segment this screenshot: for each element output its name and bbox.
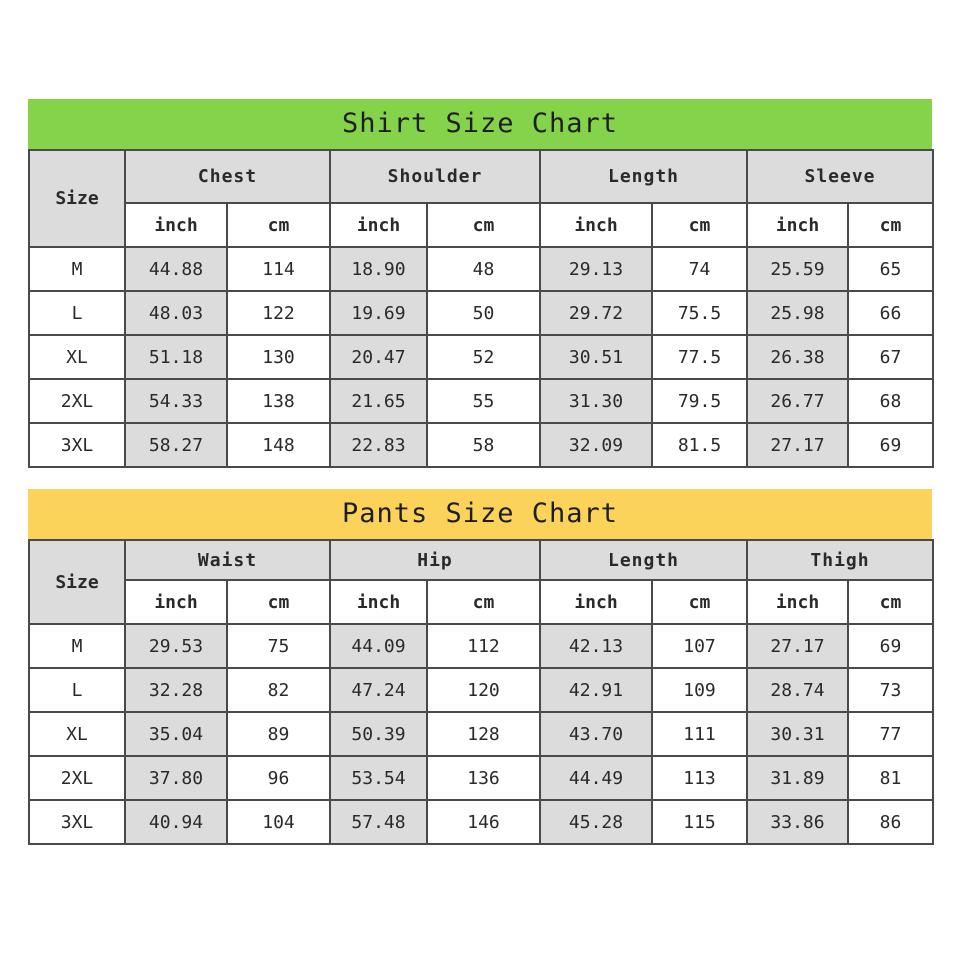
value-cell: 25.98	[747, 291, 848, 335]
value-cell: 26.38	[747, 335, 848, 379]
size-cell: XL	[29, 712, 125, 756]
value-cell: 50.39	[330, 712, 427, 756]
value-cell: 138	[227, 379, 330, 423]
unit-header: cm	[848, 580, 933, 624]
value-cell: 136	[427, 756, 540, 800]
value-cell: 54.33	[125, 379, 227, 423]
table-row	[29, 379, 933, 423]
value-cell: 86	[848, 800, 933, 844]
value-cell: 130	[227, 335, 330, 379]
table-row	[29, 247, 933, 291]
value-cell: 68	[848, 379, 933, 423]
value-cell: 44.49	[540, 756, 652, 800]
value-cell: 96	[227, 756, 330, 800]
value-cell: 115	[652, 800, 747, 844]
value-cell: 28.74	[747, 668, 848, 712]
value-cell: 30.51	[540, 335, 652, 379]
unit-header: inch	[540, 203, 652, 247]
group-header-chest: Chest	[125, 150, 330, 203]
value-cell: 113	[652, 756, 747, 800]
value-cell: 48	[427, 247, 540, 291]
table-row	[29, 668, 933, 712]
value-cell: 57.48	[330, 800, 427, 844]
unit-header: cm	[227, 203, 330, 247]
value-cell: 31.89	[747, 756, 848, 800]
pants-chart-title: Pants Size Chart	[28, 489, 932, 539]
value-cell: 26.77	[747, 379, 848, 423]
value-cell: 27.17	[747, 624, 848, 668]
value-cell: 75	[227, 624, 330, 668]
unit-header: inch	[330, 580, 427, 624]
value-cell: 47.24	[330, 668, 427, 712]
value-cell: 58.27	[125, 423, 227, 467]
value-cell: 27.17	[747, 423, 848, 467]
shirt-chart-title: Shirt Size Chart	[28, 99, 932, 149]
value-cell: 33.86	[747, 800, 848, 844]
table-row	[29, 712, 933, 756]
value-cell: 30.31	[747, 712, 848, 756]
value-cell: 40.94	[125, 800, 227, 844]
value-cell: 32.09	[540, 423, 652, 467]
value-cell: 69	[848, 423, 933, 467]
value-cell: 67	[848, 335, 933, 379]
table-row	[29, 335, 933, 379]
value-cell: 81	[848, 756, 933, 800]
value-cell: 55	[427, 379, 540, 423]
unit-header: inch	[125, 203, 227, 247]
unit-header: cm	[652, 580, 747, 624]
value-cell: 58	[427, 423, 540, 467]
value-cell: 120	[427, 668, 540, 712]
shirt-size-chart	[28, 99, 932, 468]
value-cell: 19.69	[330, 291, 427, 335]
value-cell: 43.70	[540, 712, 652, 756]
value-cell: 53.54	[330, 756, 427, 800]
unit-header: inch	[330, 203, 427, 247]
value-cell: 77	[848, 712, 933, 756]
value-cell: 45.28	[540, 800, 652, 844]
value-cell: 122	[227, 291, 330, 335]
shirt-size-table	[28, 149, 934, 468]
group-header-sleeve: Sleeve	[747, 150, 933, 203]
value-cell: 114	[227, 247, 330, 291]
value-cell: 20.47	[330, 335, 427, 379]
size-cell: L	[29, 668, 125, 712]
value-cell: 146	[427, 800, 540, 844]
value-cell: 148	[227, 423, 330, 467]
value-cell: 77.5	[652, 335, 747, 379]
value-cell: 44.09	[330, 624, 427, 668]
value-cell: 111	[652, 712, 747, 756]
value-cell: 25.59	[747, 247, 848, 291]
value-cell: 81.5	[652, 423, 747, 467]
size-cell: M	[29, 247, 125, 291]
group-header-waist: Waist	[125, 540, 330, 580]
pants-size-chart	[28, 489, 932, 845]
value-cell: 52	[427, 335, 540, 379]
unit-header: inch	[747, 580, 848, 624]
value-cell: 22.83	[330, 423, 427, 467]
value-cell: 79.5	[652, 379, 747, 423]
value-cell: 75.5	[652, 291, 747, 335]
value-cell: 82	[227, 668, 330, 712]
value-cell: 44.88	[125, 247, 227, 291]
pants-size-table	[28, 539, 934, 845]
unit-header: cm	[427, 203, 540, 247]
value-cell: 50	[427, 291, 540, 335]
unit-header: cm	[652, 203, 747, 247]
unit-header: inch	[125, 580, 227, 624]
table-row	[29, 423, 933, 467]
table-row	[29, 756, 933, 800]
value-cell: 69	[848, 624, 933, 668]
value-cell: 65	[848, 247, 933, 291]
group-header-shoulder: Shoulder	[330, 150, 540, 203]
size-cell: 2XL	[29, 756, 125, 800]
value-cell: 109	[652, 668, 747, 712]
size-cell: 2XL	[29, 379, 125, 423]
value-cell: 104	[227, 800, 330, 844]
value-cell: 37.80	[125, 756, 227, 800]
value-cell: 31.30	[540, 379, 652, 423]
value-cell: 112	[427, 624, 540, 668]
value-cell: 66	[848, 291, 933, 335]
value-cell: 42.13	[540, 624, 652, 668]
value-cell: 107	[652, 624, 747, 668]
value-cell: 29.72	[540, 291, 652, 335]
size-header: Size	[29, 150, 125, 247]
size-header: Size	[29, 540, 125, 624]
group-header-hip: Hip	[330, 540, 540, 580]
size-cell: 3XL	[29, 423, 125, 467]
value-cell: 42.91	[540, 668, 652, 712]
group-header-length: Length	[540, 150, 747, 203]
value-cell: 18.90	[330, 247, 427, 291]
value-cell: 21.65	[330, 379, 427, 423]
value-cell: 74	[652, 247, 747, 291]
unit-header: inch	[747, 203, 848, 247]
size-cell: 3XL	[29, 800, 125, 844]
value-cell: 32.28	[125, 668, 227, 712]
value-cell: 51.18	[125, 335, 227, 379]
unit-header: cm	[848, 203, 933, 247]
group-header-thigh: Thigh	[747, 540, 933, 580]
value-cell: 35.04	[125, 712, 227, 756]
value-cell: 89	[227, 712, 330, 756]
table-row	[29, 291, 933, 335]
size-cell: L	[29, 291, 125, 335]
value-cell: 29.13	[540, 247, 652, 291]
value-cell: 48.03	[125, 291, 227, 335]
unit-header: cm	[227, 580, 330, 624]
size-cell: M	[29, 624, 125, 668]
unit-header: inch	[540, 580, 652, 624]
table-row	[29, 800, 933, 844]
value-cell: 128	[427, 712, 540, 756]
table-row	[29, 624, 933, 668]
group-header-length: Length	[540, 540, 747, 580]
size-cell: XL	[29, 335, 125, 379]
value-cell: 73	[848, 668, 933, 712]
value-cell: 29.53	[125, 624, 227, 668]
unit-header: cm	[427, 580, 540, 624]
